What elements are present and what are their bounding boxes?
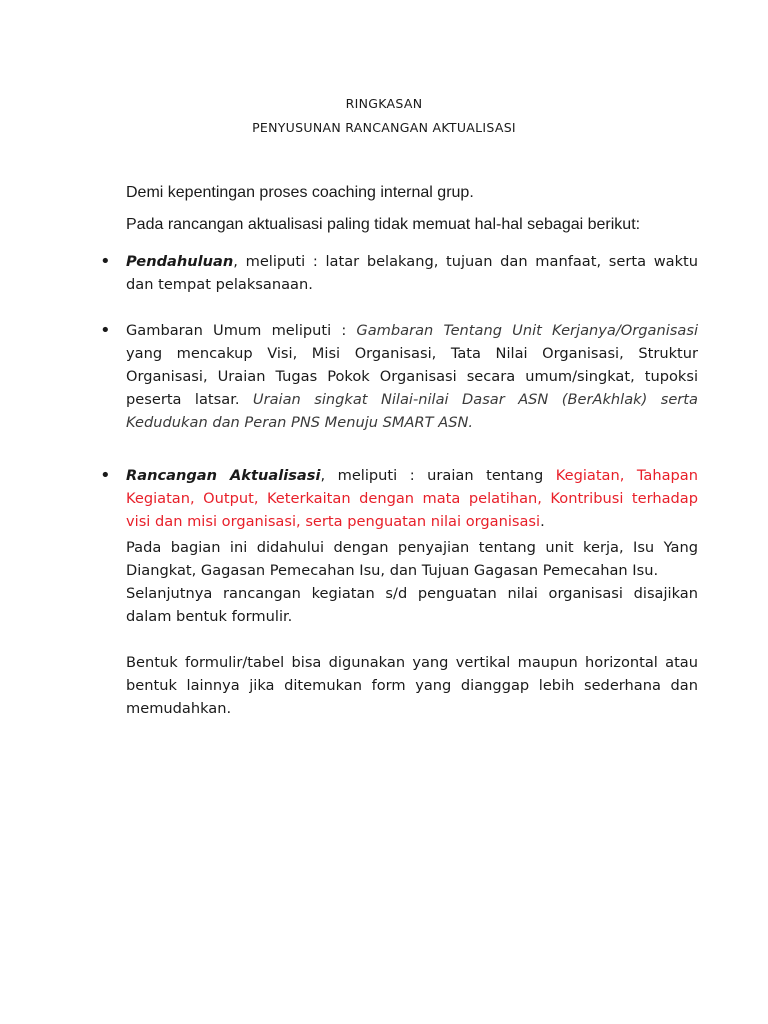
- bullet-term: Pendahuluan: [126, 253, 234, 270]
- paragraph-bentuk-formulir: Bentuk formulir/tabel bisa digunakan yang vertikal maupun horizontal atau bentuk lainnya jika ditemukan form yang dianggap lebih sederhana dan memudahkan.: [126, 654, 698, 717]
- document-subtitle: PENYUSUNAN RANCANGAN AKTUALISASI: [252, 120, 516, 135]
- bullet-item-rancangan-aktualisasi: [126, 464, 698, 533]
- bullet-lead: Gambaran Umum meliputi :: [126, 322, 357, 339]
- bullet-text: , meliputi : latar belakang, tujuan dan manfaat, serta waktu dan tempat pelaksanaan.: [126, 253, 698, 293]
- bullet-item-pendahuluan: [126, 250, 698, 296]
- bullet-end: .: [540, 513, 545, 530]
- paragraph-unit-kerja: Pada bagian ini didahului dengan penyajian tentang unit kerja, Isu Yang Diangkat, Gagasan Pemecahan Isu, dan Tujuan Gagasan Pemecahan Isu.: [126, 539, 698, 579]
- document-title: RINGKASAN: [345, 96, 423, 111]
- bullet-italic-text: Uraian singkat Nilai-nilai Dasar ASN (BerAkhlak) serta Kedudukan dan Peran PNS Menuju SMART ASN.: [126, 391, 698, 431]
- bullet-item-gambaran-umum: [126, 319, 698, 434]
- bullet-text: yang mencakup Visi, Misi Organisasi, Tata Nilai Organisasi, Struktur Organisasi, Uraian Tugas Pokok Organisasi secara umum/singkat, tupoksi peserta latsar.: [126, 345, 698, 408]
- intro-line-2: Pada rancangan aktualisasi paling tidak memuat hal-hal sebagai berikut:: [126, 216, 641, 233]
- bullet-italic-text: Gambaran Tentang Unit Kerjanya/Organisasi: [356, 322, 698, 339]
- bullet-marker: •: [100, 465, 111, 486]
- intro-line-1: Demi kepentingan proses coaching internal grup.: [126, 184, 474, 201]
- bullet-marker: •: [100, 251, 111, 272]
- bullet-marker: •: [100, 320, 111, 341]
- paragraph-formulir: Selanjutnya rancangan kegiatan s/d penguatan nilai organisasi disajikan dalam bentuk formulir.: [126, 585, 698, 625]
- bullet-term: Rancangan Aktualisasi: [126, 467, 321, 484]
- bullet-highlight-text: Kegiatan, Tahapan Kegiatan, Output, Keterkaitan dengan mata pelatihan, Kontribusi terhadap visi dan misi organisasi, serta penguatan nilai organisasi: [126, 467, 698, 530]
- bullet-lead: , meliputi : uraian tentang: [320, 467, 556, 484]
